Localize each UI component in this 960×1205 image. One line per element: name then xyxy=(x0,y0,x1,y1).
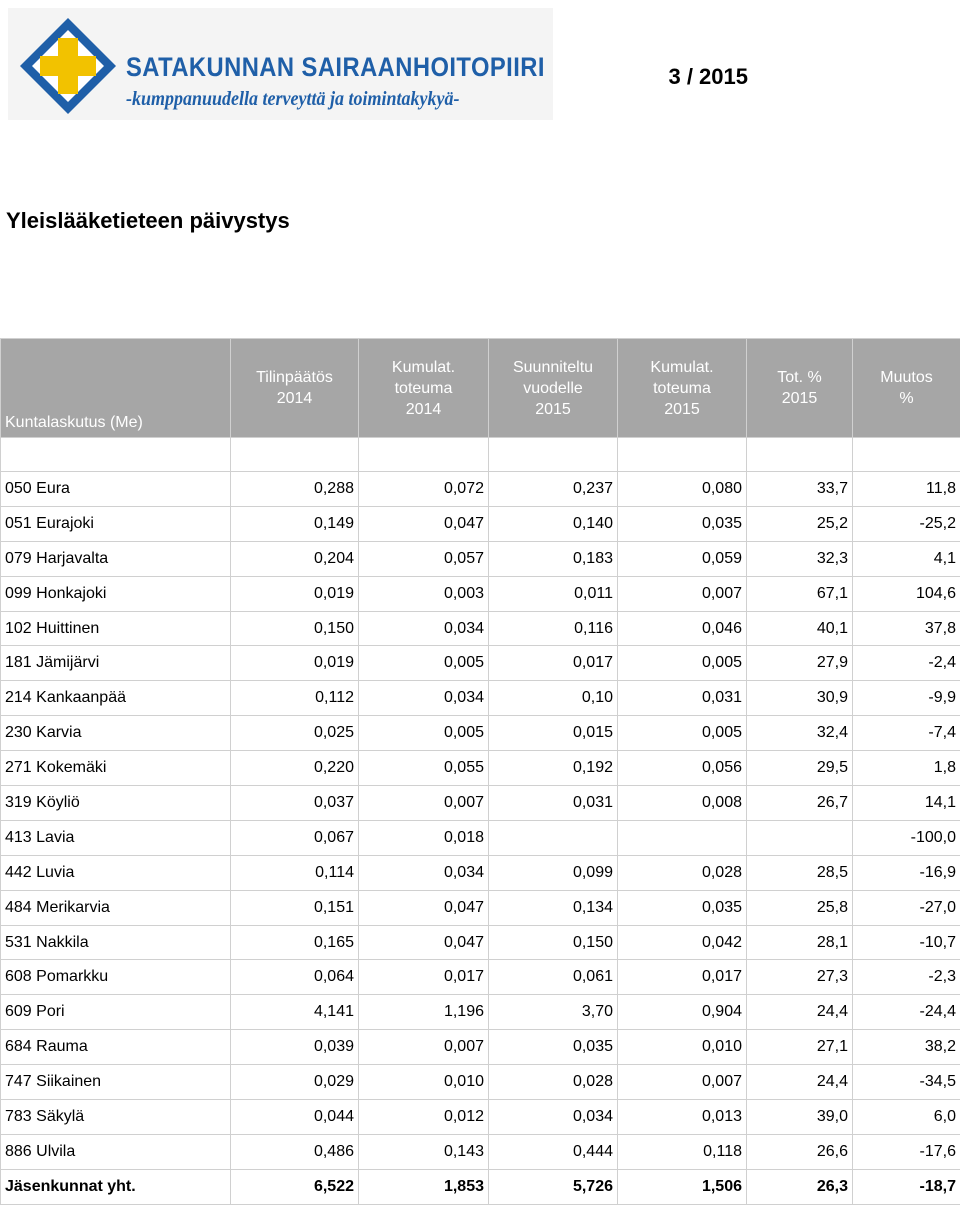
value-cell-kum2015: 0,904 xyxy=(618,995,747,1030)
value-cell-tp2014: 4,141 xyxy=(231,995,359,1030)
value-cell-change-pct: -2,4 xyxy=(853,646,960,681)
value-cell-tp2014: 0,019 xyxy=(231,576,359,611)
table-row xyxy=(1,1100,960,1135)
value-cell-kum2015: 0,007 xyxy=(618,576,747,611)
table-row xyxy=(1,890,960,925)
value-cell-change-pct: 4,1 xyxy=(853,541,960,576)
municipality-cell: 271 Kokemäki xyxy=(1,751,231,786)
value-cell-tot-pct: 26,7 xyxy=(747,786,853,821)
value-cell-plan2015: 0,237 xyxy=(489,472,618,507)
municipality-cell: 413 Lavia xyxy=(1,820,231,855)
value-cell-change-pct: 6,0 xyxy=(853,1100,960,1135)
municipality-cell: 214 Kankaanpää xyxy=(1,681,231,716)
municipality-cell: 531 Nakkila xyxy=(1,925,231,960)
table-row xyxy=(1,855,960,890)
column-header-line: Kumulat. xyxy=(391,358,456,376)
column-header-line: Kumulat. xyxy=(650,358,714,376)
value-cell-tp2014: 0,150 xyxy=(231,611,359,646)
table-row xyxy=(1,611,960,646)
value-cell-plan2015: 0,10 xyxy=(489,681,618,716)
value-cell-tp2014: 0,044 xyxy=(231,1100,359,1135)
value-cell-tot-pct: 28,1 xyxy=(747,925,853,960)
value-cell-change-pct: 11,8 xyxy=(853,472,960,507)
value-cell-kum2015: 0,118 xyxy=(618,1134,747,1169)
value-cell-change-pct: -34,5 xyxy=(853,1065,960,1100)
value-cell-tot-pct: 26,3 xyxy=(747,1169,853,1204)
value-cell-change-pct: 38,2 xyxy=(853,1030,960,1065)
value-cell-plan2015: 0,034 xyxy=(489,1100,618,1135)
value-cell-plan2015: 0,116 xyxy=(489,611,618,646)
value-cell-tot-pct: 32,3 xyxy=(747,541,853,576)
value-cell-kum2015: 0,046 xyxy=(618,611,747,646)
column-header-line: Kuntalaskutus (Me) xyxy=(5,414,143,431)
column-header xyxy=(747,339,853,438)
value-cell-kum2014: 0,034 xyxy=(359,855,489,890)
column-header-line: 2015 xyxy=(781,390,818,407)
table-row xyxy=(1,960,960,995)
value-cell-change-pct: -10,7 xyxy=(853,925,960,960)
column-header-line: 2014 xyxy=(276,390,313,407)
header-row xyxy=(1,339,960,438)
value-cell-plan2015: 0,099 xyxy=(489,855,618,890)
municipality-cell: 886 Ulvila xyxy=(1,1134,231,1169)
column-header-line: % xyxy=(899,390,914,407)
table-row xyxy=(1,1065,960,1100)
table-row xyxy=(1,820,960,855)
value-cell-kum2014: 0,143 xyxy=(359,1134,489,1169)
value-cell-change-pct: 14,1 xyxy=(853,786,960,821)
value-cell-tp2014: 0,067 xyxy=(231,820,359,855)
value-cell-tot-pct: 67,1 xyxy=(747,576,853,611)
municipality-cell: 608 Pomarkku xyxy=(1,960,231,995)
value-cell-kum2014: 1,853 xyxy=(359,1169,489,1204)
value-cell-kum2015: 0,080 xyxy=(618,472,747,507)
value-cell-change-pct: 104,6 xyxy=(853,576,960,611)
value-cell-kum2014: 0,055 xyxy=(359,751,489,786)
value-cell-kum2014: 0,072 xyxy=(359,472,489,507)
value-cell-tot-pct: 32,4 xyxy=(747,716,853,751)
value-cell-kum2014: 0,005 xyxy=(359,716,489,751)
value-cell-plan2015: 0,183 xyxy=(489,541,618,576)
value-cell-change-pct: -100,0 xyxy=(853,820,960,855)
table-row xyxy=(1,1030,960,1065)
value-cell-kum2014: 1,196 xyxy=(359,995,489,1030)
value-cell-plan2015: 3,70 xyxy=(489,995,618,1030)
value-cell-plan2015: 0,140 xyxy=(489,506,618,541)
value-cell-plan2015: 0,061 xyxy=(489,960,618,995)
value-cell-tp2014: 0,114 xyxy=(231,855,359,890)
value-cell-tp2014: 0,149 xyxy=(231,506,359,541)
municipality-cell: 609 Pori xyxy=(1,995,231,1030)
column-header-line: toteuma xyxy=(394,379,453,397)
table-row xyxy=(1,1134,960,1169)
value-cell-kum2014: 0,047 xyxy=(359,890,489,925)
value-cell-change-pct: 1,8 xyxy=(853,751,960,786)
value-cell-tp2014: 0,029 xyxy=(231,1065,359,1100)
column-header-line: Suunniteltu xyxy=(512,358,594,376)
table-row xyxy=(1,681,960,716)
value-cell-kum2015: 0,005 xyxy=(618,716,747,751)
value-cell-plan2015: 5,726 xyxy=(489,1169,618,1204)
empty-cell xyxy=(618,438,747,472)
municipality-cell: 319 Köyliö xyxy=(1,786,231,821)
value-cell-kum2014: 0,018 xyxy=(359,820,489,855)
value-cell-kum2015: 0,013 xyxy=(618,1100,747,1135)
empty-cell xyxy=(747,438,853,472)
value-cell-kum2015: 0,010 xyxy=(618,1030,747,1065)
column-header-line: Muutos xyxy=(880,369,933,386)
value-cell-kum2014: 0,047 xyxy=(359,506,489,541)
value-cell-change-pct: -18,7 xyxy=(853,1169,960,1204)
municipality-cell: 484 Merikarvia xyxy=(1,890,231,925)
value-cell-kum2015: 0,007 xyxy=(618,1065,747,1100)
value-cell-change-pct: -16,9 xyxy=(853,855,960,890)
value-cell-kum2014: 0,007 xyxy=(359,1030,489,1065)
page-title: Yleislääketieteen päivystys xyxy=(6,208,290,233)
empty-cell xyxy=(1,438,231,472)
value-cell-kum2014: 0,047 xyxy=(359,925,489,960)
municipality-cell: 442 Luvia xyxy=(1,855,231,890)
value-cell-plan2015: 0,015 xyxy=(489,716,618,751)
value-cell-tot-pct: 24,4 xyxy=(747,995,853,1030)
billing-table xyxy=(0,338,960,1205)
value-cell-plan2015: 0,028 xyxy=(489,1065,618,1100)
value-cell-tp2014: 0,019 xyxy=(231,646,359,681)
value-cell-plan2015: 0,444 xyxy=(489,1134,618,1169)
municipality-cell: 102 Huittinen xyxy=(1,611,231,646)
value-cell-kum2015: 1,506 xyxy=(618,1169,747,1204)
column-header-line: Tilinpäätös xyxy=(256,369,333,386)
value-cell-plan2015: 0,150 xyxy=(489,925,618,960)
value-cell-kum2015: 0,031 xyxy=(618,681,747,716)
table-row xyxy=(1,576,960,611)
municipality-cell: 747 Siikainen xyxy=(1,1065,231,1100)
hospital-district-logo xyxy=(8,8,553,120)
value-cell-plan2015: 0,192 xyxy=(489,751,618,786)
value-cell-change-pct: -2,3 xyxy=(853,960,960,995)
municipality-cell: 230 Karvia xyxy=(1,716,231,751)
value-cell-tot-pct: 40,1 xyxy=(747,611,853,646)
value-cell-plan2015: 0,011 xyxy=(489,576,618,611)
table-row xyxy=(1,541,960,576)
column-header-line: 2015 xyxy=(664,400,700,418)
table-row xyxy=(1,716,960,751)
municipality-cell: 050 Eura xyxy=(1,472,231,507)
value-cell-tp2014: 6,522 xyxy=(231,1169,359,1204)
value-cell-tot-pct: 30,9 xyxy=(747,681,853,716)
value-cell-tp2014: 0,151 xyxy=(231,890,359,925)
table-row xyxy=(1,506,960,541)
value-cell-tot-pct: 39,0 xyxy=(747,1100,853,1135)
value-cell-plan2015: 0,134 xyxy=(489,890,618,925)
organization-name: SATAKUNNAN SAIRAANHOITOPIIRI xyxy=(126,52,545,82)
value-cell-change-pct: -27,0 xyxy=(853,890,960,925)
value-cell-tot-pct: 28,5 xyxy=(747,855,853,890)
value-cell-tp2014: 0,064 xyxy=(231,960,359,995)
organization-tagline: -kumppanuudella terveyttä ja toimintakykyä- xyxy=(126,88,460,110)
value-cell-kum2015: 0,056 xyxy=(618,751,747,786)
value-cell-change-pct: -9,9 xyxy=(853,681,960,716)
value-cell-kum2015: 0,042 xyxy=(618,925,747,960)
value-cell-kum2014: 0,010 xyxy=(359,1065,489,1100)
value-cell-kum2015 xyxy=(618,820,747,855)
column-header xyxy=(359,339,489,438)
value-cell-tot-pct: 27,9 xyxy=(747,646,853,681)
value-cell-tot-pct: 25,2 xyxy=(747,506,853,541)
value-cell-tp2014: 0,112 xyxy=(231,681,359,716)
municipality-cell: 181 Jämijärvi xyxy=(1,646,231,681)
column-header xyxy=(1,339,231,438)
value-cell-tot-pct: 27,3 xyxy=(747,960,853,995)
empty-cell xyxy=(853,438,960,472)
municipality-cell: 079 Harjavalta xyxy=(1,541,231,576)
value-cell-kum2014: 0,003 xyxy=(359,576,489,611)
column-header xyxy=(618,339,747,438)
column-header-line: 2014 xyxy=(405,400,442,418)
table-row xyxy=(1,646,960,681)
value-cell-change-pct: -7,4 xyxy=(853,716,960,751)
cross-emblem-icon xyxy=(18,16,118,116)
column-header xyxy=(489,339,618,438)
value-cell-tot-pct: 33,7 xyxy=(747,472,853,507)
value-cell-kum2015: 0,035 xyxy=(618,506,747,541)
column-header xyxy=(231,339,359,438)
value-cell-change-pct: 37,8 xyxy=(853,611,960,646)
value-cell-tp2014: 0,220 xyxy=(231,751,359,786)
value-cell-kum2014: 0,034 xyxy=(359,611,489,646)
municipality-cell: Jäsenkunnat yht. xyxy=(1,1169,231,1204)
value-cell-kum2015: 0,028 xyxy=(618,855,747,890)
value-cell-kum2014: 0,034 xyxy=(359,681,489,716)
report-period: 3 / 2015 xyxy=(668,64,748,89)
value-cell-tp2014: 0,037 xyxy=(231,786,359,821)
municipality-cell: 684 Rauma xyxy=(1,1030,231,1065)
table-row xyxy=(1,472,960,507)
value-cell-kum2015: 0,017 xyxy=(618,960,747,995)
value-cell-tp2014: 0,165 xyxy=(231,925,359,960)
value-cell-tp2014: 0,486 xyxy=(231,1134,359,1169)
municipality-cell: 783 Säkylä xyxy=(1,1100,231,1135)
value-cell-tot-pct: 29,5 xyxy=(747,751,853,786)
column-header-line: Tot. % xyxy=(777,369,822,386)
value-cell-tot-pct: 26,6 xyxy=(747,1134,853,1169)
value-cell-tot-pct xyxy=(747,820,853,855)
value-cell-kum2014: 0,012 xyxy=(359,1100,489,1135)
value-cell-tot-pct: 25,8 xyxy=(747,890,853,925)
table-row xyxy=(1,786,960,821)
spacer-row xyxy=(1,438,960,472)
value-cell-change-pct: -17,6 xyxy=(853,1134,960,1169)
value-cell-tp2014: 0,204 xyxy=(231,541,359,576)
value-cell-change-pct: -24,4 xyxy=(853,995,960,1030)
value-cell-tot-pct: 27,1 xyxy=(747,1030,853,1065)
value-cell-tp2014: 0,039 xyxy=(231,1030,359,1065)
value-cell-kum2014: 0,005 xyxy=(359,646,489,681)
total-row xyxy=(1,1169,960,1204)
value-cell-kum2014: 0,017 xyxy=(359,960,489,995)
column-header xyxy=(853,339,960,438)
table-row xyxy=(1,925,960,960)
table-row xyxy=(1,995,960,1030)
value-cell-plan2015: 0,031 xyxy=(489,786,618,821)
value-cell-plan2015 xyxy=(489,820,618,855)
value-cell-plan2015: 0,017 xyxy=(489,646,618,681)
empty-cell xyxy=(231,438,359,472)
value-cell-kum2015: 0,005 xyxy=(618,646,747,681)
empty-cell xyxy=(359,438,489,472)
value-cell-kum2015: 0,008 xyxy=(618,786,747,821)
column-header-line: 2015 xyxy=(535,400,571,418)
table-row xyxy=(1,751,960,786)
value-cell-tp2014: 0,288 xyxy=(231,472,359,507)
empty-cell xyxy=(489,438,618,472)
value-cell-kum2015: 0,035 xyxy=(618,890,747,925)
value-cell-tp2014: 0,025 xyxy=(231,716,359,751)
column-header-line: toteuma xyxy=(653,379,711,397)
value-cell-kum2015: 0,059 xyxy=(618,541,747,576)
value-cell-plan2015: 0,035 xyxy=(489,1030,618,1065)
municipality-cell: 099 Honkajoki xyxy=(1,576,231,611)
municipality-cell: 051 Eurajoki xyxy=(1,506,231,541)
value-cell-change-pct: -25,2 xyxy=(853,506,960,541)
column-header-line: vuodelle xyxy=(523,379,583,397)
value-cell-tot-pct: 24,4 xyxy=(747,1065,853,1100)
value-cell-kum2014: 0,007 xyxy=(359,786,489,821)
value-cell-kum2014: 0,057 xyxy=(359,541,489,576)
